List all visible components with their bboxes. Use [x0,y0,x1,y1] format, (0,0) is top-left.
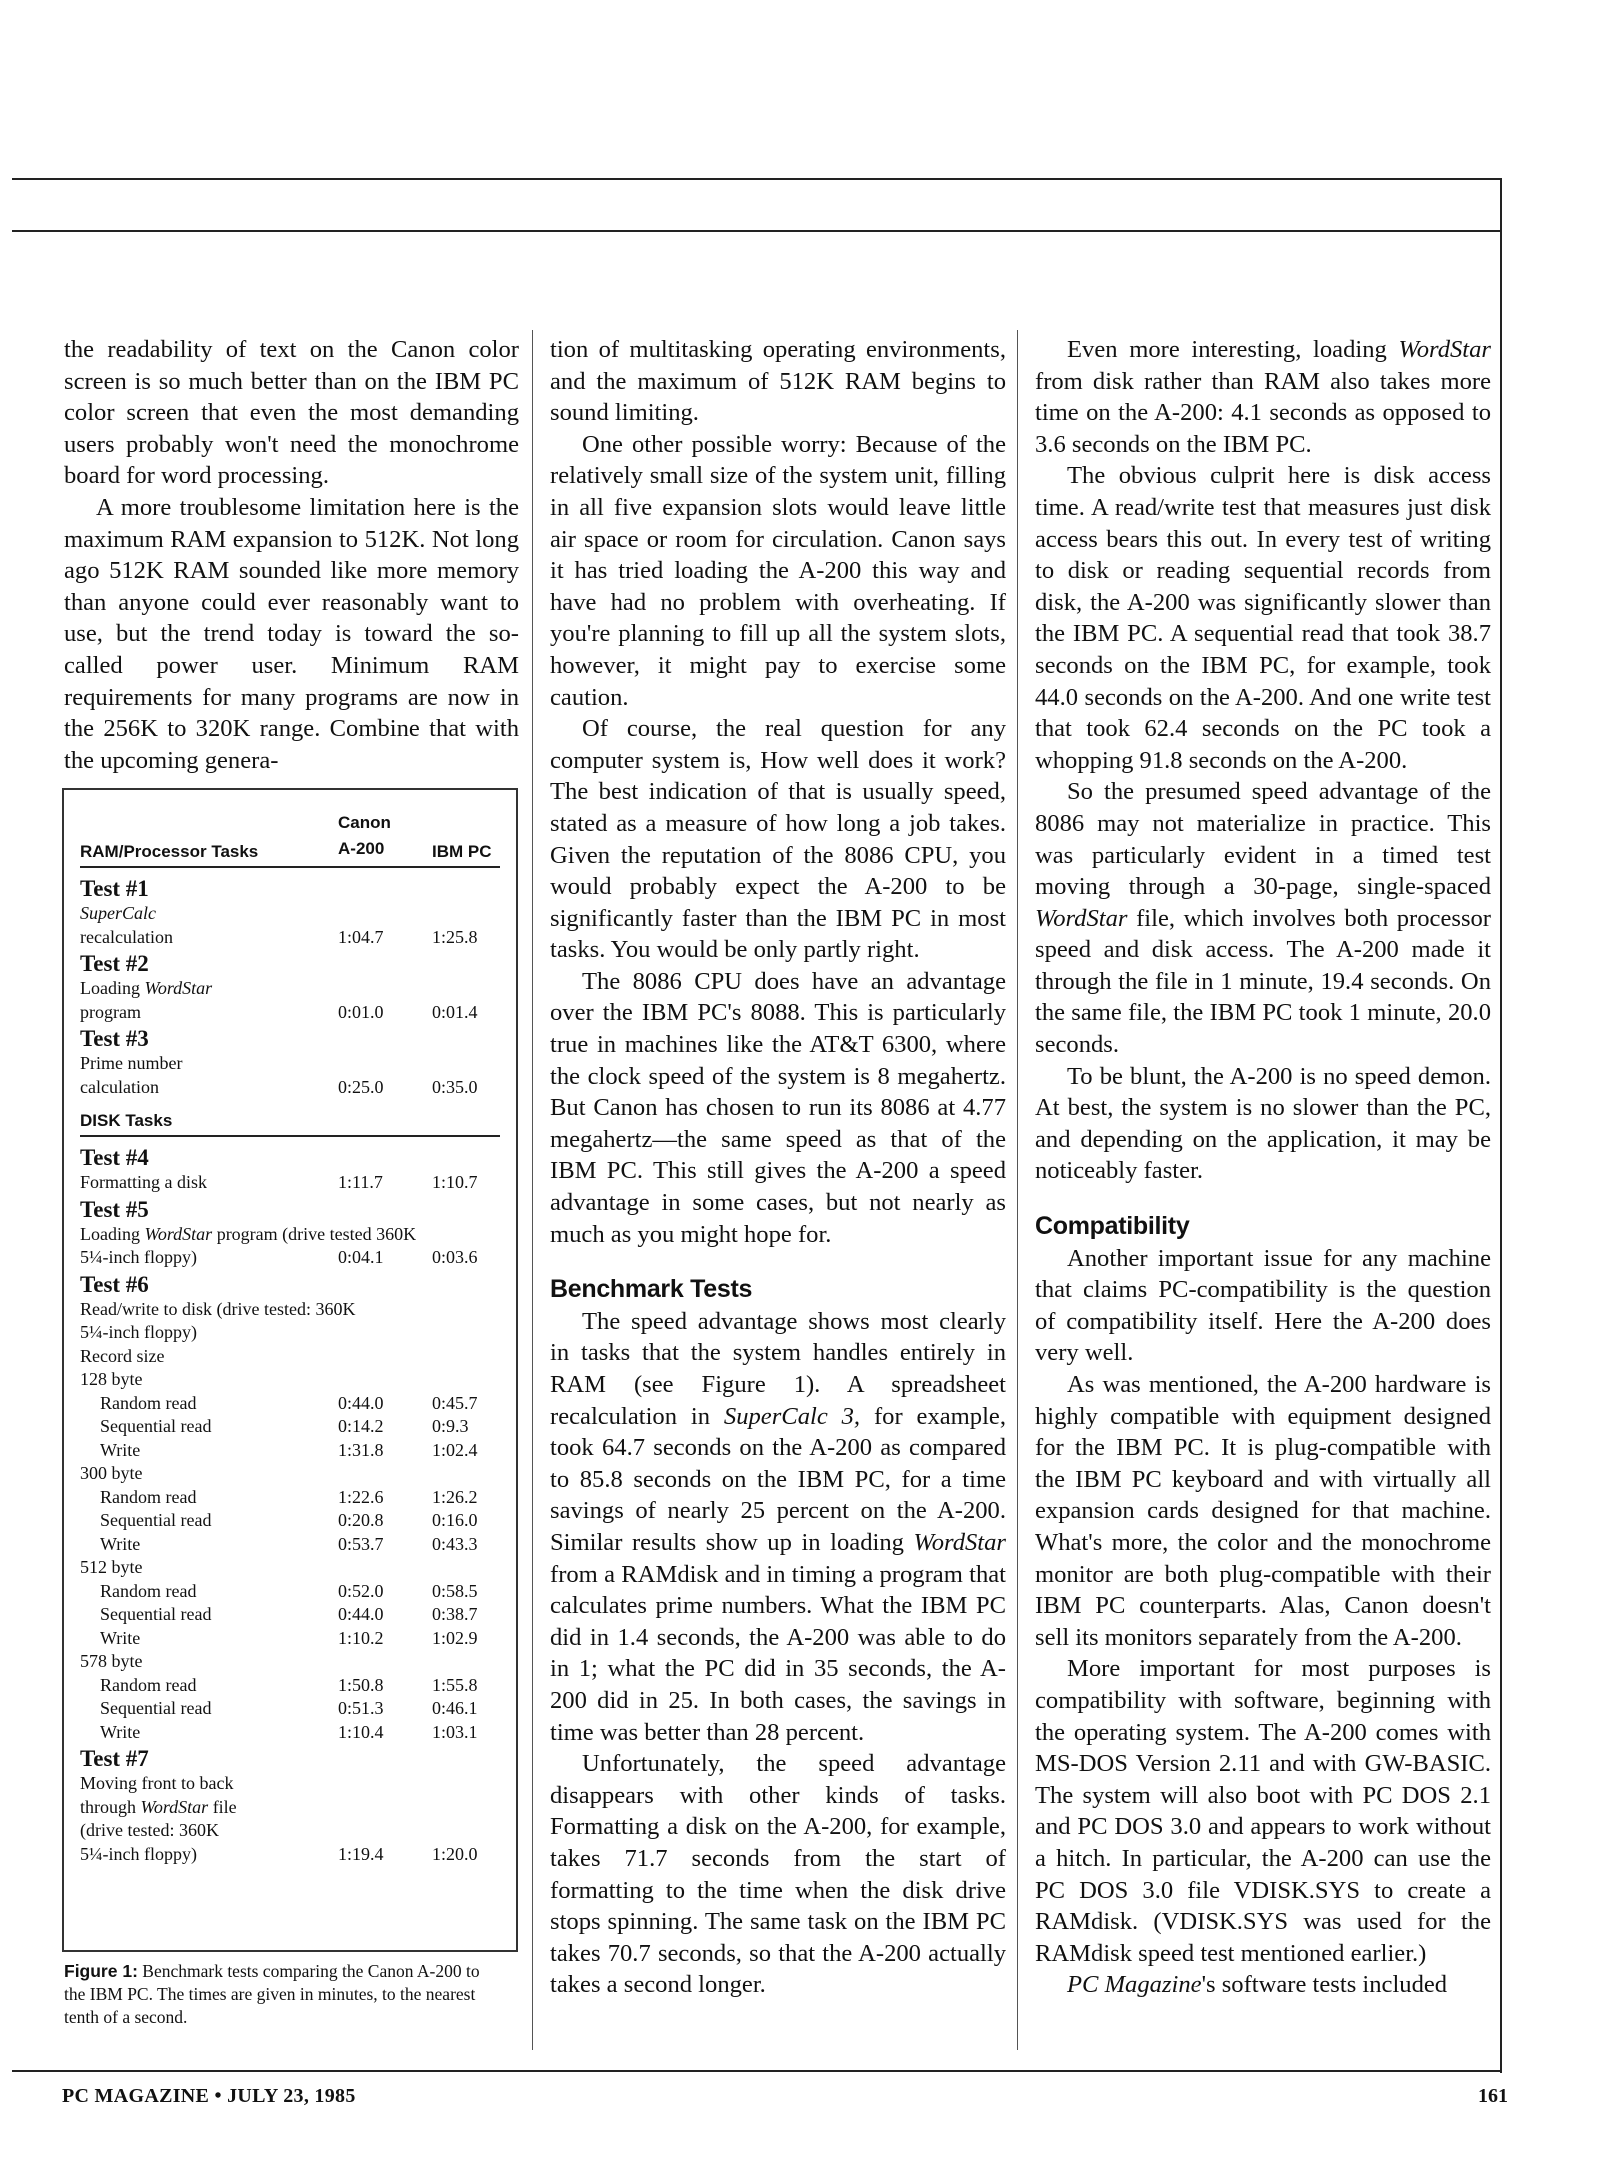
table-row: Formatting a disk 1:11.7 1:10.7 [80,1172,478,1192]
test-title: Test #4 [80,1145,149,1170]
magazine-footer: PC MAGAZINE • JULY 23, 1985 [62,2085,356,2107]
paragraph: So the presumed speed advantage of the 8086 may not materialize in practice. This was particularly evident in a timed test moving through a 30-page, single-spaced WordStar file, which involves both processor speed and disk access. The A-200 made it through the file in 1 minute, 19.4 seconds. On the same file, the IBM PC took 1 minute, 20.0 seconds. [1035,778,1491,1059]
benchmark-table [62,788,518,1952]
paragraph: Even more interesting, loading WordStar from disk rather than RAM also takes more time on the A-200: 4.1 seconds as opposed to 3.6 seconds on the IBM PC. [1035,336,1491,458]
table-row: Sequential read 0:14.2 0:9.3 [100,1416,469,1436]
table-row: Loading WordStar [80,978,213,998]
test-title: Test #3 [80,1026,149,1051]
disk-tasks-header: DISK Tasks [80,1111,500,1137]
paragraph: tion of multitasking operating environments, and the maximum of 512K RAM begins to sound limiting. [550,336,1006,427]
paragraph: PC Magazine's software tests included [1067,1971,1448,1999]
table-row: Random read 1:22.6 1:26.2 [100,1486,478,1507]
top-rule [12,178,1502,180]
table-row: through WordStar file [80,1796,237,1817]
paragraph: The 8086 CPU does have an advantage over the IBM PC's 8088. This is particularly true in machines like the AT&T 6300, where the clock speed of the system is 8 megahertz. But Canon has chosen to run its 8086 at 4.77 megahertz—the same speed as that of the IBM PC. This still gives the A-200 a speed advantage in some cases, but not nearly as much as you might hope for. [550,967,1006,1248]
paragraph: Unfortunately, the speed advantage disappears with other kinds of tasks. Formatting a disk on the A-200, for example, takes 71.7 seconds from the start of formatting to the time when the disk drive stops spinning. The same task on the IBM PC takes 70.7 seconds, so that the A-200 actually takes a second longer. [550,1750,1006,1999]
test-title: Test #7 [80,1746,149,1771]
page-number: 161 [1478,2085,1508,2107]
table-row: Write 1:10.2 1:02.9 [100,1627,478,1648]
paragraph: As was mentioned, the A-200 hardware is highly compatible with equipment designed for the IBM PC. It is plug-compatible with the IBM PC keyboard and with virtually all expansion cards designed for that machine. What's more, the color and the monochrome monitor are both plug-compatible with their IBM PC counterparts. Alas, Canon doesn't sell its monitors separately from the A-200. [1035,1371,1491,1651]
section-heading: Compatibility [1035,1212,1190,1241]
test-title: Test #6 [80,1271,149,1297]
column-separator [1017,330,1018,2050]
figure-caption: Figure 1: Benchmark tests comparing the Canon A-200 to the IBM PC. The times are given in minutes, to the nearest tenth of a second. [64,1961,480,2027]
record-size: 300 byte [80,1463,143,1483]
table-row: SuperCalc [80,903,156,923]
table-row: (drive tested: 360K [80,1820,219,1840]
table-row: 5¼-inch floppy) [80,1322,197,1342]
table-row: Write 1:10.4 1:03.1 [100,1721,478,1742]
table-row: Loading WordStar program (drive tested 360K [80,1223,417,1244]
header-rule [12,230,1502,232]
table-row: Sequential read 0:20.8 0:16.0 [100,1510,478,1530]
table-row: program 0:01.0 0:01.4 [80,1001,478,1022]
paragraph: The speed advantage shows most clearly in tasks that the system handles entirely in RAM (see Figure 1). A spreadsheet recalculation in SuperCalc 3, for example, took 64.7 seconds on the A-200 as compared to 85.8 seconds on the IBM PC, for a time savings of nearly 25 percent on the A-200. Similar results show up in loading WordStar from a RAMdisk and in timing a program that calculates prime numbers. What the IBM PC did in 1.4 seconds, the A-200 was able to do in 1; what the PC did in 35 seconds, the A-200 did in 25. In both cases, the savings in time was better than 28 percent. [550,1307,1006,1746]
header-ibm: IBM PC [432,842,492,861]
table-row: recalculation 1:04.7 1:25.8 [80,926,478,947]
paragraph: the readability of text on the Canon color screen is so much better than on the IBM PC color screen that even the most demanding users probably won't need the monochrome board for word processing. [64,336,519,490]
record-size: 578 byte [80,1651,143,1671]
table-row: Write 0:53.7 0:43.3 [100,1533,478,1554]
table-row: Write 1:31.8 1:02.4 [100,1439,478,1460]
table-row: Prime number [80,1053,183,1073]
header-task: RAM/Processor Tasks [80,842,259,861]
paragraph: More important for most purposes is compatibility with software, beginning with the operating system. The A-200 comes with MS-DOS Version 2.11 and with GW-BASIC. The system will also boot with PC DOS 2.1 and PC DOS 3.0 and appears to work without a hitch. In particular, the A-200 can use the PC DOS 3.0 file VDISK.SYS to create a RAMdisk. (VDISK.SYS was used for the RAMdisk speed test mentioned earlier.) [1035,1655,1491,1967]
table-row: Random read 0:44.0 0:45.7 [100,1392,478,1413]
paragraph: A more troublesome limitation here is the maximum RAM expansion to 512K. Not long ago 512K RAM sounded like more memory than anyone could ever reasonably want to use, but the trend today is toward the so-called power user. Minimum RAM requirements for many programs are now in the 256K to 320K range. Combine that with the upcoming genera- [64,493,519,774]
table-row: calculation 0:25.0 0:35.0 [80,1076,478,1097]
section-heading: Benchmark Tests [550,1275,753,1304]
record-size: 512 byte [80,1557,143,1577]
paragraph: The obvious culprit here is disk access time. A read/write test that measures just disk access bears this out. In every test of writing to disk or reading sequential records from disk, the A-200 was significantly slower than the IBM PC. A sequential read that took 38.7 seconds on the IBM PC, for example, took 44.0 seconds on the A-200. And one write test that took 62.4 seconds on the PC took a whopping 91.8 seconds on the A-200. [1035,462,1491,774]
column-3 [1035,334,1491,2001]
table-row: 5¼-inch floppy) 1:19.4 1:20.0 [80,1843,478,1864]
table-row: 5¼-inch floppy) 0:04.1 0:03.6 [80,1247,478,1267]
table-row: Sequential read 0:51.3 0:46.1 [100,1698,478,1718]
paragraph: Another important issue for any machine that claims PC-compatibility is the question of compatibility itself. Here the A-200 does very well. [1035,1244,1491,1367]
header-canon: Canon A-200 [338,813,391,858]
table-row: Record size [80,1345,165,1366]
column-separator [532,330,533,2050]
test-title: Test #5 [80,1196,149,1222]
column-2 [550,334,1006,2001]
column-1 [64,334,519,776]
paragraph: To be blunt, the A-200 is no speed demon. At best, the system is no slower than the PC, and depending on the application, it may be noticeably faster. [1035,1062,1491,1185]
table-row: Random read 1:50.8 1:55.8 [100,1674,478,1695]
table-row: Read/write to disk (drive tested: 360K [80,1298,356,1319]
table-header [80,804,500,868]
record-size: 128 byte [80,1369,143,1389]
paragraph: One other possible worry: Because of the relatively small size of the system unit, filling in all five expansion slots would leave little air space or room for circulation. Canon says it has tried loading the A-200 this way and have had no problem with overheating. If you're planning to fill up all the system slots, however, it might pay to exercise some caution. [550,430,1006,711]
test-title: Test #1 [80,876,149,901]
right-rule [1500,178,1502,2073]
table-row: Moving front to back [80,1773,234,1793]
table-row: Sequential read 0:44.0 0:38.7 [100,1604,478,1624]
paragraph: Of course, the real question for any computer system is, How well does it work? The best indication of that is usually speed, stated as a measure of how long a job takes. Given the reputation of the 8086 CPU, you would probably expect the A-200 to be significantly faster than the IBM PC in most tasks. You would be only partly right. [550,715,1006,964]
table-row: Random read 0:52.0 0:58.5 [100,1580,478,1601]
test-title: Test #2 [80,951,149,976]
footer-rule [12,2070,1502,2072]
